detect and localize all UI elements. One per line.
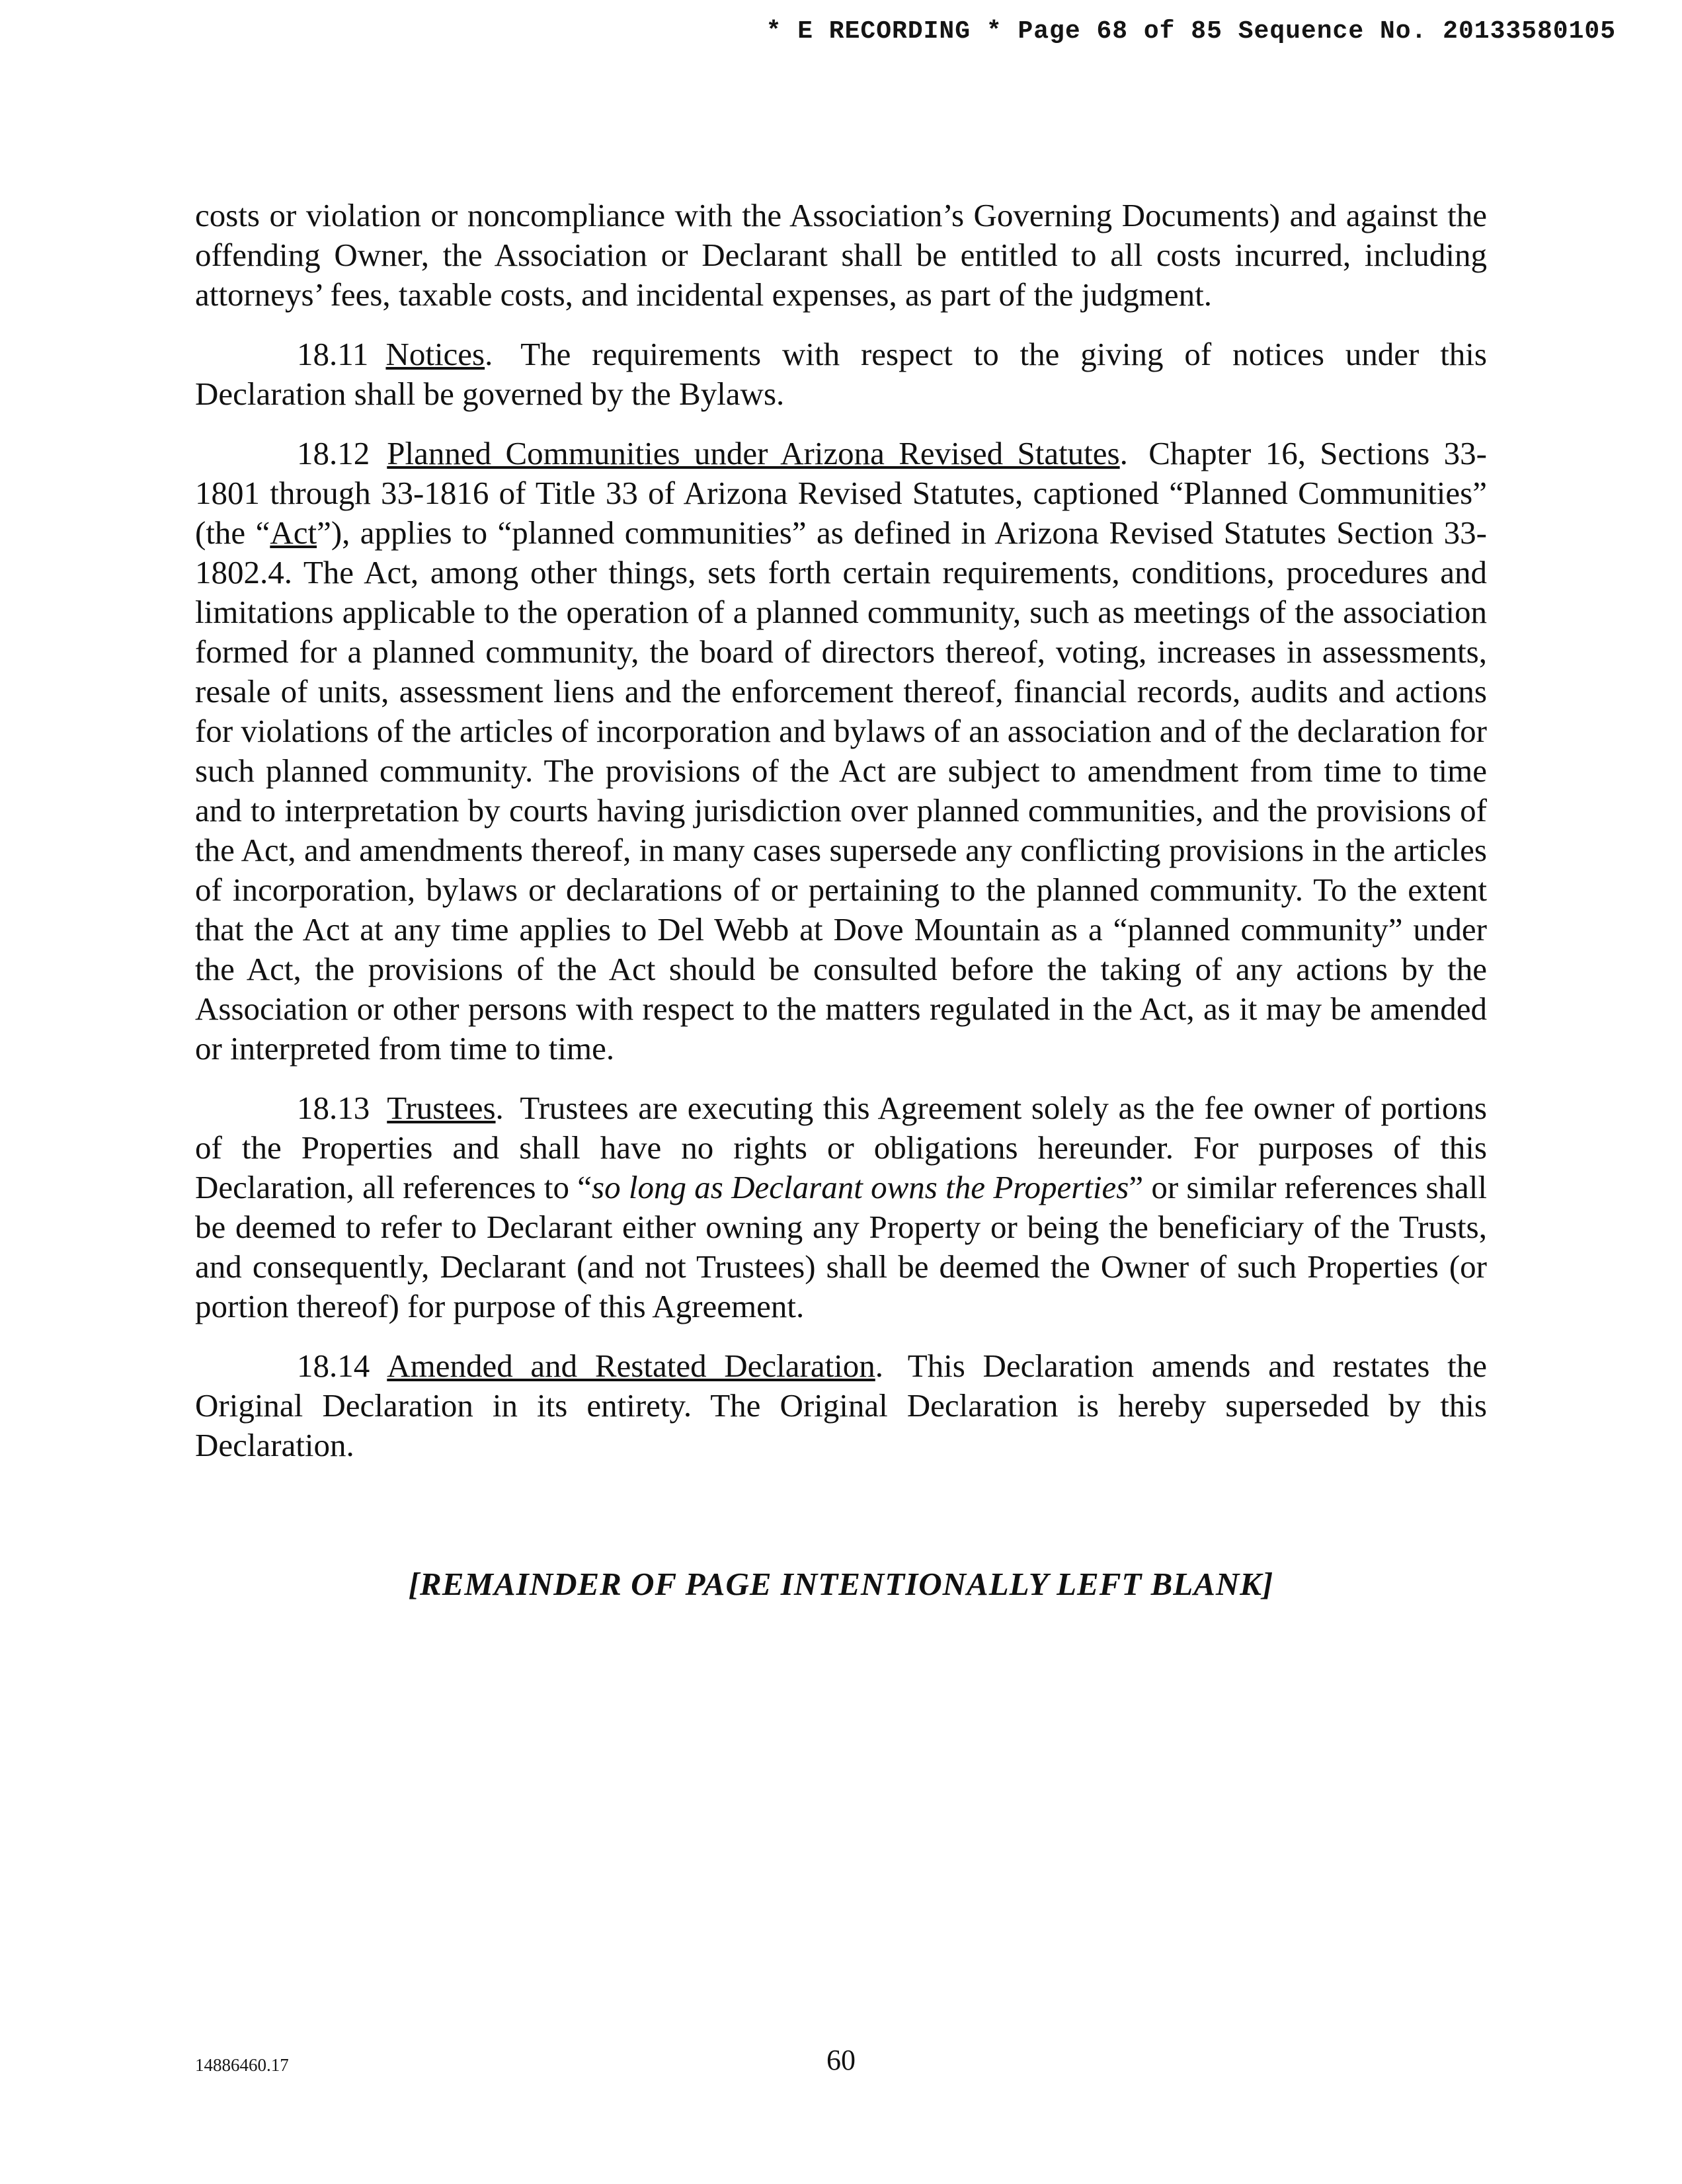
heading-period: . [495, 1090, 504, 1126]
section-heading: Trustees [387, 1090, 496, 1126]
section-heading: Notices [385, 336, 485, 372]
section-text: The requirements with respect to the giving of notices under this Declaration shall be governed by the Bylaws. [195, 336, 1487, 412]
section-number: 18.12 [297, 435, 370, 471]
quoted-phrase: so long as Declarant owns the Properties [592, 1169, 1129, 1205]
section-18-13 [195, 1088, 1487, 1326]
heading-period: . [875, 1348, 884, 1384]
heading-period: . [1119, 435, 1128, 471]
section-heading: Planned Communities under Arizona Revised Statutes [387, 435, 1120, 471]
page-footer [195, 2043, 1487, 2096]
section-18-11 [195, 335, 1487, 414]
heading-period: . [485, 336, 493, 372]
section-number: 18.11 [297, 336, 369, 372]
section-text: This Declaration amends and restates the Original Declaration in its entirety. The Original Declaration is hereby superseded by this Declaration. [195, 1348, 1488, 1463]
paragraph-continuation: costs or violation or noncompliance with the Association’s Governing Documents) and against the offending Owner, the Association or Declarant shall be entitled to all costs incurred, including attorneys’ fees, taxable costs, and incidental expenses, as part of the judgment. [195, 197, 1487, 313]
section-18-12 [195, 434, 1487, 1069]
section-number: 18.14 [297, 1348, 370, 1384]
section-heading: Amended and Restated Declaration [387, 1348, 875, 1384]
section-text-post: ”), applies to “planned communities” as defined in Arizona Revised Statutes Section 33-1802.4. The Act, among other things, sets forth certain requirements, conditions, procedures and limitations applicable to the operation of a planned community, such as meetings of the association formed for a planned community, the board of directors thereof, voting, increases in assessments, resale of units, assessment liens and the enforcement thereof, financial records, audits and actions for violations of the articles of incorporation and bylaws of an association and of the declaration for such planned community. The provisions of the Act are subject to amendment from time to time and to interpretation by courts having jurisdiction over planned communities, and the provisions of the Act, and amendments thereof, in many cases supersede any conflicting provisions in the articles of incorporation, bylaws or declarations of or pertaining to the planned community. To the extent that the Act at any time applies to Del Webb at Dove Mountain as a “planned community” under the Act, the provisions of the Act should be consulted before the taking of any actions by the Association or other persons with respect to the matters regulated in the Act, as it may be amended or interpreted from time to time. [195, 514, 1487, 1067]
section-text-pre: Chapter 16, Sections 33-1801 through 33-1816 of Title 33 of Arizona Revised Statutes, captioned “Planned Communities” (the “ [195, 435, 1487, 551]
section-text-pre: Trustees are executing this Agreement solely as the fee owner of portions of the Properties and shall have no rights or obligations hereunder. For purposes of this Declaration, all references to “ [195, 1090, 1487, 1205]
document-number: 14886460.17 [195, 2055, 289, 2075]
section-text-post: ” or similar references shall be deemed to refer to Declarant either owning any Property or being the beneficiary of the Trusts, and consequently, Declarant (and not Trustees) shall be deemed the Owner of such Properties (or portion thereof) for purpose of this Agreement. [195, 1169, 1487, 1324]
remainder-notice: [REMAINDER OF PAGE INTENTIONALLY LEFT BLANK] [408, 1566, 1274, 1602]
section-number: 18.13 [297, 1090, 370, 1126]
defined-term-act: Act [270, 514, 317, 551]
recording-header: * E RECORDING * Page 68 of 85 Sequence No. 20133580105 [766, 17, 1616, 46]
section-18-14 [195, 1346, 1487, 1465]
page-number: 60 [826, 2044, 856, 2076]
document-body [195, 196, 1487, 1604]
